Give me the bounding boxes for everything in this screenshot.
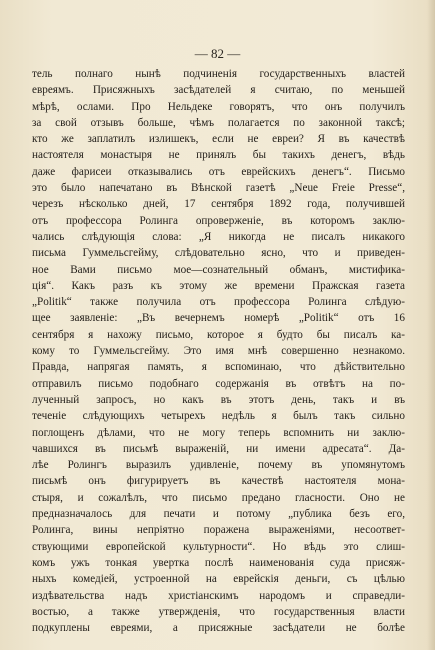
text-line: лученный запросъ, но какъ въ этотъ день, такъ и въ <box>32 393 405 406</box>
text-line: чались слѣдующія слова: „Я никогда не писалъ никакого <box>32 230 405 243</box>
text-line: сентября я нахожу письмо, которое я будто бы писалъ ка- <box>32 328 405 341</box>
text-line: стыря, и сожалѣлъ, что письмо предано гласности. Оно не <box>32 491 405 504</box>
text-line: ныхъ комедіей, устроенной на еврейскія деньги, съ цѣлью <box>32 573 405 586</box>
text-line: лѣе Ролингъ выразилъ удивленіе, почему въ упомянутомъ <box>32 459 405 472</box>
text-line: черезъ нѣсколько дней, 17 сентября 1892 года, получившей <box>32 198 405 211</box>
text-line: евреямъ. Присяжныхъ засѣдателей я считаю, по меньшей <box>32 84 405 97</box>
text-line: ція“. Какъ разъ къ этому же времени Пражская газета <box>32 279 405 292</box>
text-line: ствующими европейской культурности“. Но вѣдь это слиш- <box>32 540 405 553</box>
page-edge-shadow <box>427 0 435 650</box>
text-line: даже фарисеи отказывались отъ еврейскихъ денегъ“. Письмо <box>32 165 405 178</box>
text-line: отправилъ письмо подобнаго содержанія въ отвѣтъ на по- <box>32 377 405 390</box>
text-line: комъ ужъ тонкая увертка послѣ наименованія суда присяж- <box>32 556 405 569</box>
text-line: востью, а также утвержденія, что государственныя власти <box>32 605 405 618</box>
text-line: поглощенъ дѣлами, что не могу теперь вспомнить ни заклю- <box>32 426 405 439</box>
text-line: кому то Гуммельсгейму. Это имя мнѣ совершенно незнакомо. <box>32 345 405 358</box>
text-line: за свой отзывъ больше, чѣмъ полагается по законной таксѣ; <box>32 116 405 129</box>
text-line: „Politik“ также получила отъ профессора Ролинга слѣдую- <box>32 296 405 309</box>
text-line: предназначалось для печати и потому „публика безъ его, <box>32 508 405 521</box>
text-line: кто же заплатилъ излишекъ, если не евреи? Я въ качествѣ <box>32 133 405 146</box>
text-line: это было напечатано въ Вѣнской газетѣ „Neue Freie Presse“, <box>32 182 405 195</box>
text-line: Правда, напрягая память, я вспоминаю, что дѣйствительно <box>32 361 405 374</box>
text-line: отъ профессора Ролинга опроверженіе, въ которомъ заклю- <box>32 214 405 227</box>
text-line: теченіе слѣдующихъ четырехъ недѣль я былъ такъ сильно <box>32 410 405 423</box>
text-line: подкуплены евреями, а присяжные засѣдатели не болѣе <box>32 622 405 635</box>
text-line: чавшихся въ письмѣ выраженій, ни имени адресата“. Да- <box>32 442 405 455</box>
text-line: письма Гуммельсгейму, слѣдовательно ясно, что и приведен- <box>32 247 405 260</box>
text-line: настоятеля монастыря не принялъ бы такихъ денегъ, вѣдь <box>32 149 405 162</box>
text-line: издѣвательства надъ христіанскимъ народомъ и справедли- <box>32 589 405 602</box>
text-line: щее заявленіе: „Въ вечернемъ номерѣ „Politik“ отъ 16 <box>32 312 405 325</box>
body-text <box>32 66 405 636</box>
page-number: — 82 — <box>194 46 241 61</box>
text-line: письмѣ онъ фигурируетъ въ качествѣ настоятеля мона- <box>32 475 405 488</box>
text-line: Ролинга, вины непріятно поражена выраженіями, несоответ- <box>32 524 405 537</box>
text-line: ное Вами письмо мое—сознательный обманъ, мистифика- <box>32 263 405 276</box>
text-line: мѣрѣ, ослами. Про Нельдеке говорятъ, что онъ получилъ <box>32 100 405 113</box>
text-line: тель полнаго нынѣ подчиненія государственныхъ властей <box>32 68 405 80</box>
